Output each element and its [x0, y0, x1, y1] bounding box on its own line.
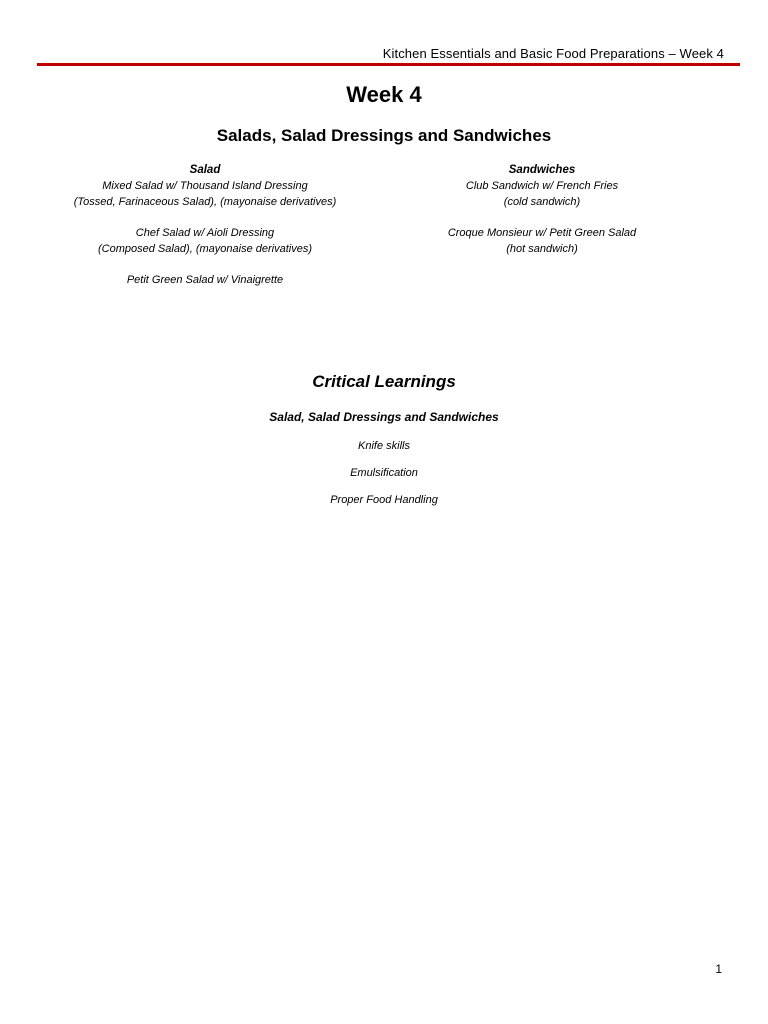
- sandwich-item-note: (cold sandwich): [503, 196, 581, 208]
- critical-learnings-title: Critical Learnings: [312, 372, 456, 391]
- salad-item-note: (Tossed, Farinaceous Salad), (mayonaise derivatives): [73, 196, 337, 208]
- sandwiches-column: [392, 162, 692, 272]
- salad-item-name: Petit Green Salad w/ Vinaigrette: [126, 274, 284, 286]
- sandwich-item: [392, 178, 692, 210]
- learning-item: Knife skills: [358, 440, 410, 452]
- page-subtitle: Salads, Salad Dressings and Sandwiches: [216, 126, 552, 145]
- sandwich-item-name: Club Sandwich w/ French Fries: [465, 180, 619, 192]
- critical-learnings-subtitle: Salad, Salad Dressings and Sandwiches: [269, 410, 499, 424]
- page-number: 1: [715, 962, 722, 976]
- page-title: Week 4: [346, 82, 422, 107]
- learning-item: Proper Food Handling: [330, 494, 438, 506]
- header-rule: [37, 63, 740, 66]
- salad-column: [60, 162, 350, 303]
- salad-item-name: Chef Salad w/ Aioli Dressing: [135, 227, 275, 239]
- salad-item: [60, 272, 350, 288]
- running-header: Kitchen Essentials and Basic Food Preparations – Week 4: [382, 46, 724, 61]
- learning-item: Emulsification: [350, 467, 418, 479]
- sandwich-item-name: Croque Monsieur w/ Petit Green Salad: [447, 227, 637, 239]
- salad-heading: Salad: [189, 164, 221, 176]
- salad-item: [60, 178, 350, 210]
- sandwich-item-note: (hot sandwich): [506, 243, 578, 255]
- salad-item-name: Mixed Salad w/ Thousand Island Dressing: [102, 180, 308, 192]
- sandwich-item: [392, 225, 692, 257]
- salad-item: [60, 225, 350, 257]
- salad-item-note: (Composed Salad), (mayonaise derivatives): [98, 243, 312, 255]
- critical-learnings-list: [0, 440, 768, 521]
- sandwiches-heading: Sandwiches: [508, 164, 576, 176]
